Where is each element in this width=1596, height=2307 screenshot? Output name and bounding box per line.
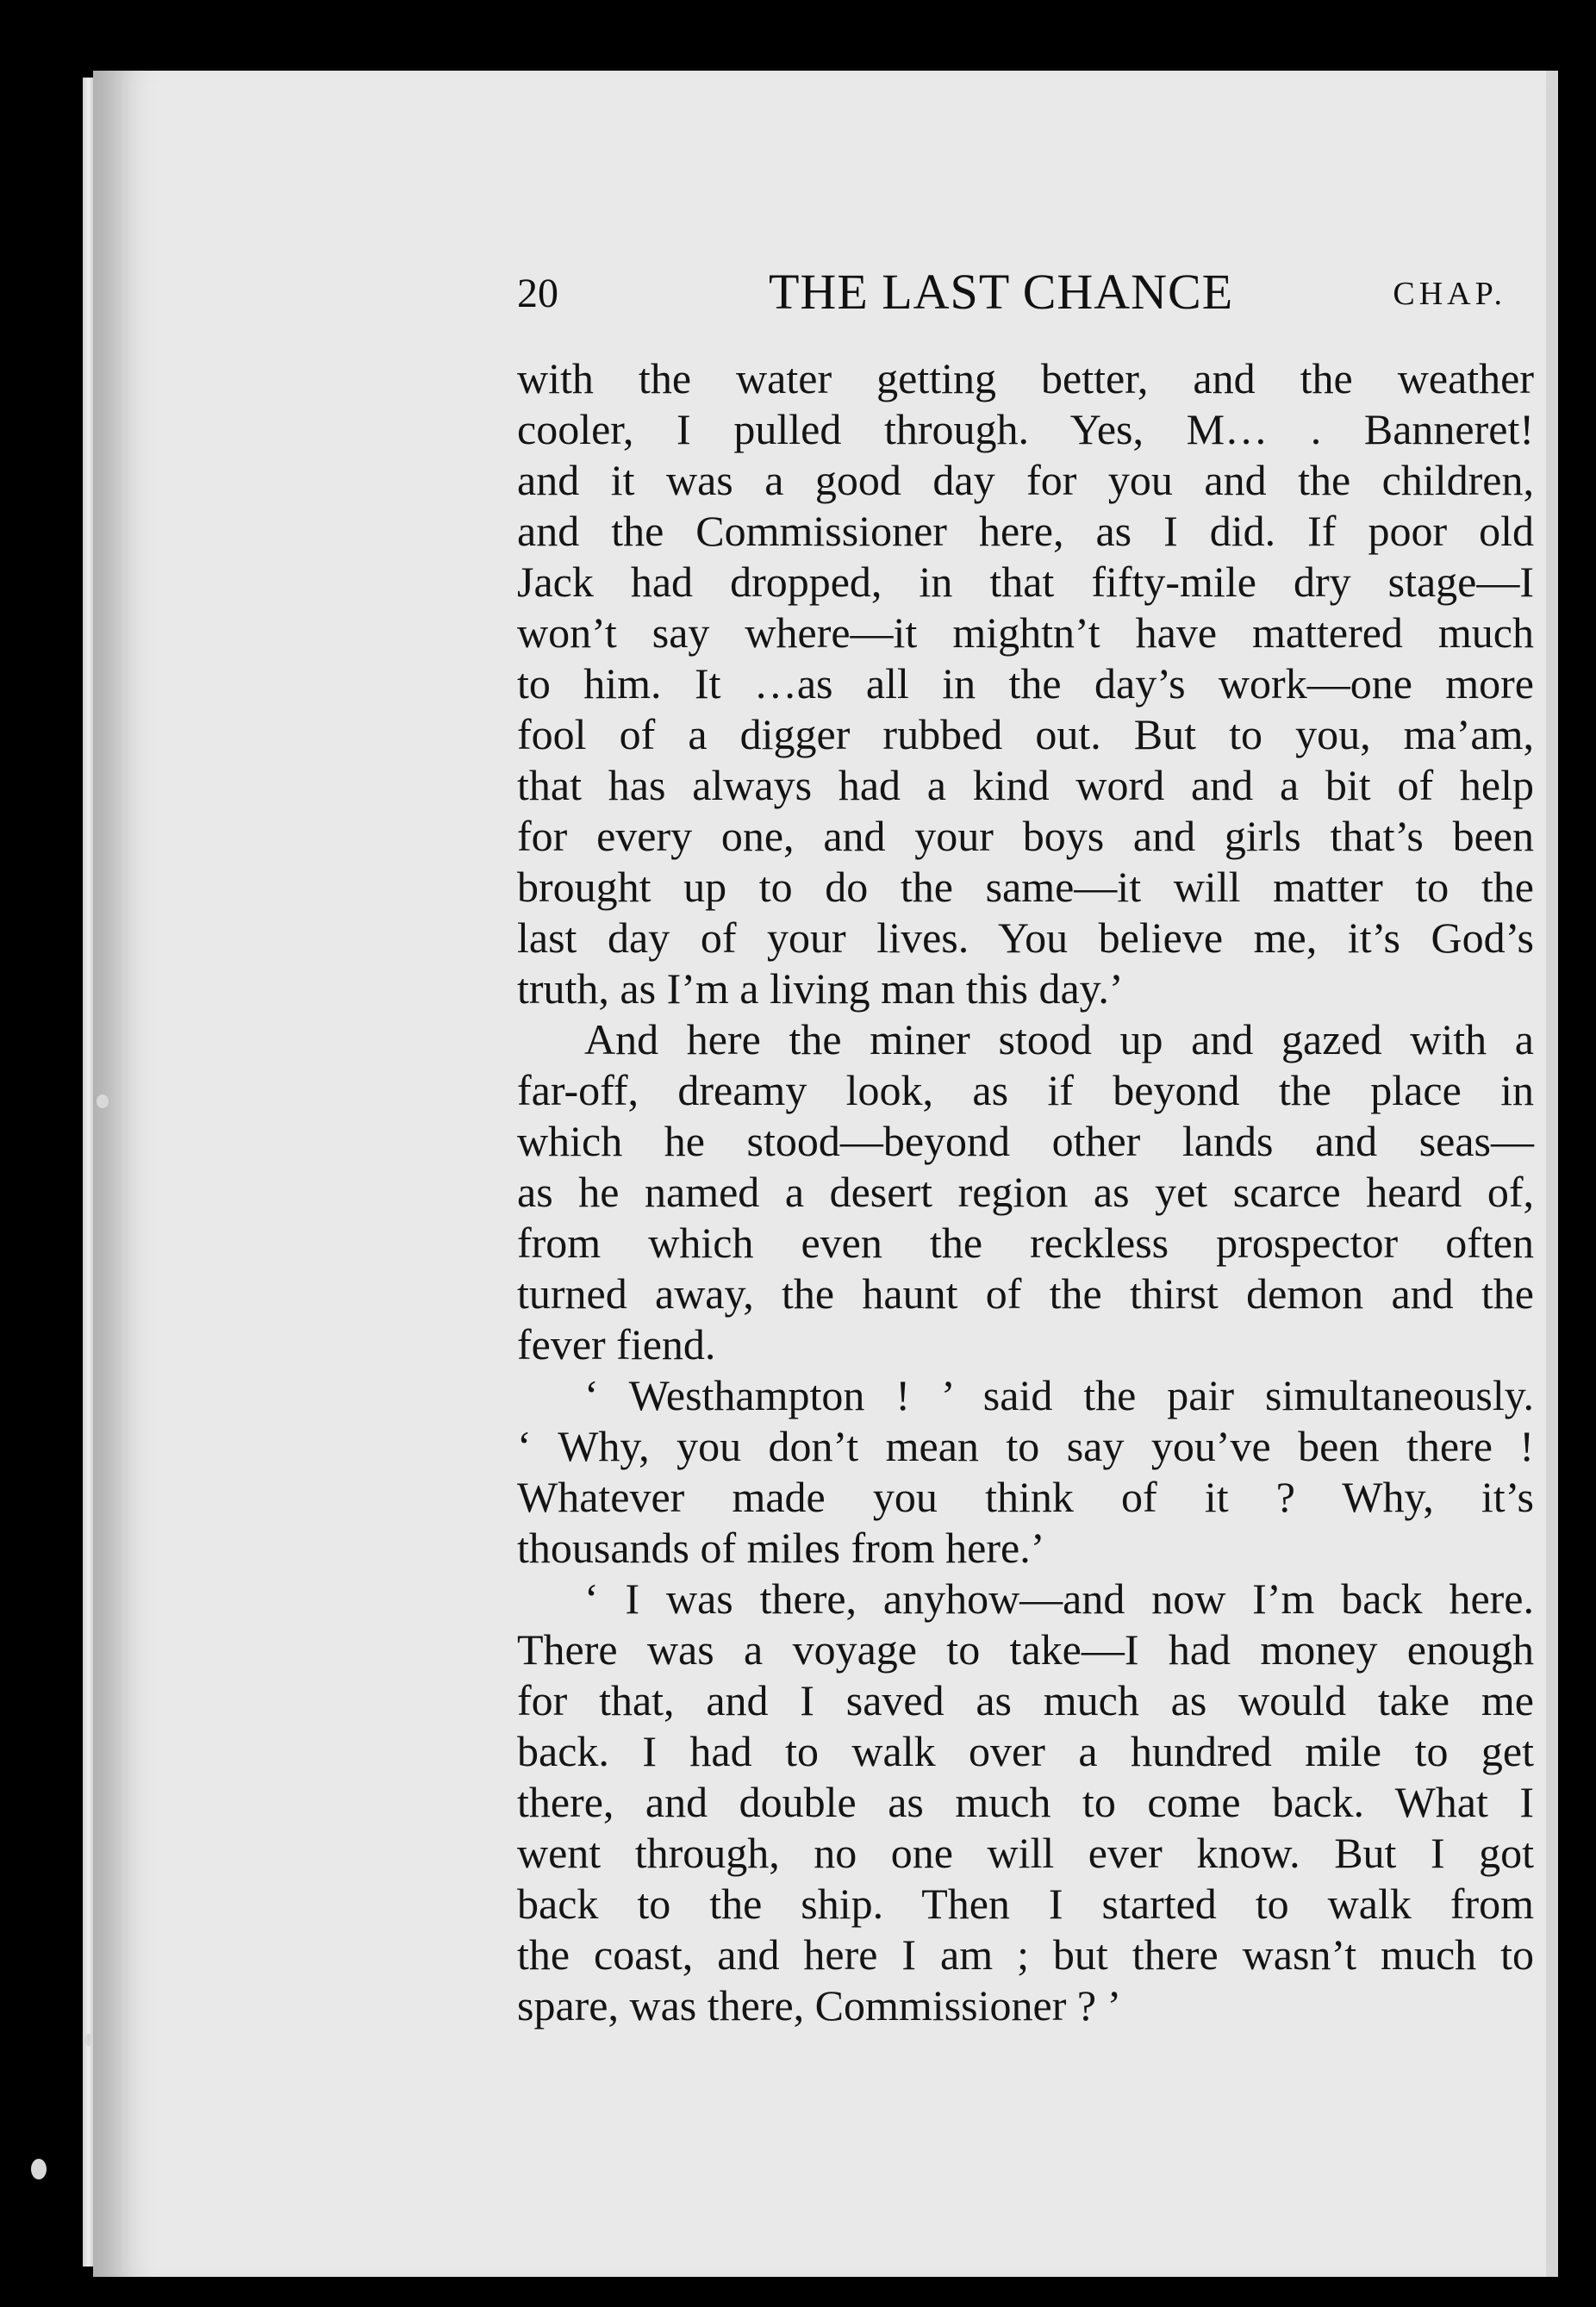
text-line: ‘ I was there, anyhow—and now I’m back here.: [584, 1574, 1534, 1623]
text-line: won’t say where—it mightn’t have mattered much: [517, 608, 1534, 657]
text-line: Whatever made you think of it ? Why, it’s: [517, 1473, 1534, 1521]
text-line: There was a voyage to take—I had money enough: [517, 1625, 1534, 1674]
text-line: that has always had a kind word and a bit of help: [517, 761, 1534, 809]
text-line: from which even the reckless prospector often: [517, 1219, 1534, 1267]
text-line: And here the miner stood up and gazed with a: [584, 1015, 1534, 1063]
text-line: went through, no one will ever know. But I got: [517, 1829, 1534, 1877]
text-line: for that, and I saved as much as would take me: [517, 1676, 1534, 1724]
running-header: [422, 263, 1534, 332]
text-line: fool of a digger rubbed out. But to you, ma’am,: [517, 710, 1534, 758]
text-line: back. I had to walk over a hundred mile to get: [517, 1727, 1534, 1775]
dust-speck: [97, 1094, 109, 1108]
text-line: fever fiend.: [517, 1320, 716, 1369]
paragraph: [517, 353, 1534, 1014]
text-line: for every one, and your boys and girls that’s been: [517, 812, 1534, 860]
text-line: truth, as I’m a living man this day.’: [517, 964, 1124, 1013]
text-line: to him. It …as all in the day’s work—one more: [517, 659, 1534, 708]
text-line: far-off, dreamy look, as if beyond the place in: [517, 1066, 1534, 1114]
text-line: thousands of miles from here.’: [517, 1524, 1045, 1572]
paragraph: [517, 1574, 1534, 2031]
text-line: as he named a desert region as yet scarce heard of,: [517, 1168, 1534, 1216]
dust-speck: [31, 2159, 47, 2179]
chapter-label: CHAP.: [1393, 276, 1506, 312]
text-line: which he stood—beyond other lands and seas—: [517, 1117, 1534, 1165]
text-line: the coast, and here I am ; but there wasn’t much to: [517, 1930, 1534, 1979]
text-line: brought up to do the same—it will matter to the: [517, 863, 1534, 911]
text-line: and the Commissioner here, as I did. If poor old: [517, 507, 1534, 555]
text-line: ‘ Westhampton ! ’ said the pair simultaneously.: [584, 1371, 1534, 1419]
page-right-edge: [1546, 71, 1558, 2277]
text-line: Jack had dropped, in that fifty-mile dry stage—I: [517, 558, 1534, 606]
body-text: [517, 353, 1534, 2031]
paragraph: [517, 1370, 1534, 1574]
page-number: 20: [517, 271, 558, 316]
text-line: back to the ship. Then I started to walk from: [517, 1880, 1534, 1928]
text-line: ‘ Why, you don’t mean to say you’ve been there !: [517, 1422, 1534, 1470]
text-line: there, and double as much to come back. What I: [517, 1778, 1534, 1826]
running-title: THE LAST CHANCE: [769, 264, 1234, 320]
text-line: last day of your lives. You believe me, it’s God’s: [517, 913, 1534, 962]
text-line: spare, was there, Commissioner ? ’: [517, 1981, 1122, 2030]
text-line: turned away, the haunt of the thirst demon and the: [517, 1269, 1534, 1318]
text-line: with the water getting better, and the weather: [517, 354, 1534, 402]
text-line: and it was a good day for you and the children,: [517, 456, 1534, 504]
paragraph: [517, 1014, 1534, 1370]
dust-speck: [84, 2034, 93, 2046]
text-line: cooler, I pulled through. Yes, M… . Banneret!: [517, 405, 1534, 453]
